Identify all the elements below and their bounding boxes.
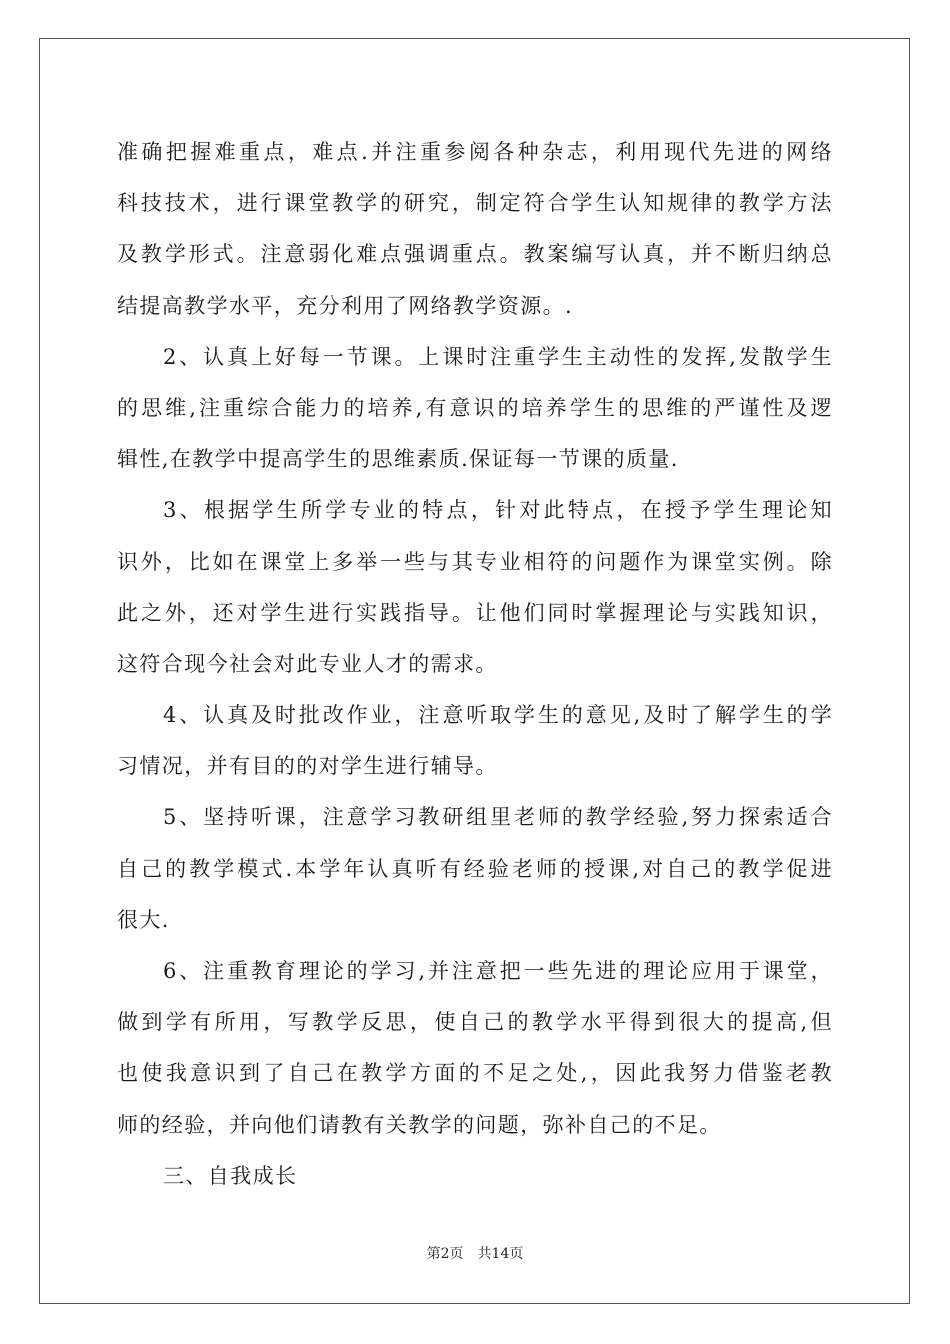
page-footer	[0, 1243, 950, 1263]
page-total: 共14页	[477, 1246, 524, 1262]
paragraph-line: 自己的教学模式.本学年认真听有经验老师的授课,对自己的教学促进	[117, 856, 833, 881]
paragraph-line: 师的经验，并向他们请教有关教学的问题，弥补自己的不足。	[117, 1112, 722, 1137]
paragraph-line: 此之外，还对学生进行实践指导。让他们同时掌握理论与实践知识，	[117, 600, 833, 625]
paragraph-line: 识外，比如在课堂上多举一些与其专业相符的问题作为课堂实例。除	[117, 549, 833, 574]
paragraph-first-line: 3、根据学生所学专业的特点，针对此特点，在授予学生理论知	[163, 498, 833, 523]
paragraph-line: 结提高教学水平，充分利用了网络教学资源。.	[117, 293, 574, 318]
paragraph-line: 习情况，并有目的的对学生进行辅导。	[117, 754, 498, 779]
paragraph-line: 辑性,在教学中提高学生的思维素质.保证每一节课的质量.	[117, 447, 679, 472]
paragraph-line: 准确把握难重点，难点.并注重参阅各种杂志，利用现代先进的网络	[117, 140, 833, 164]
page-number: 第2页	[426, 1246, 464, 1262]
document-body	[117, 127, 833, 1202]
paragraph-line: 也使我意识到了自己在教学方面的不足之处,，因此我努力借鉴老教	[117, 1061, 833, 1086]
paragraph-line: 很大.	[117, 907, 170, 932]
paragraph-first-line: 6、注重教育理论的学习,并注意把一些先进的理论应用于课堂，	[163, 959, 833, 983]
paragraph-line: 做到学有所用，写教学反思，使自己的教学水平得到很大的提高,但	[117, 1010, 833, 1035]
paragraph-line: 科技技术，进行课堂教学的研究，制定符合学生认知规律的教学方法	[117, 191, 833, 216]
paragraph-first-line: 5、坚持听课，注意学习教研组里老师的教学经验,努力探索适合	[163, 805, 833, 830]
paragraph-line: 这符合现今社会对此专业人才的需求。	[117, 651, 498, 676]
paragraph-first-line: 三、自我成长	[163, 1163, 298, 1188]
paragraph-line: 的思维,注重综合能力的培养,有意识的培养学生的思维的严谨性及逻	[117, 395, 833, 420]
paragraph-first-line: 4、认真及时批改作业，注意听取学生的意见,及时了解学生的学	[163, 703, 833, 728]
paragraph-first-line: 2、认真上好每一节课。上课时注重学生主动性的发挥,发散学生	[163, 344, 833, 369]
paragraph-line: 及教学形式。注意弱化难点强调重点。教案编写认真，并不断归纳总	[117, 242, 833, 267]
